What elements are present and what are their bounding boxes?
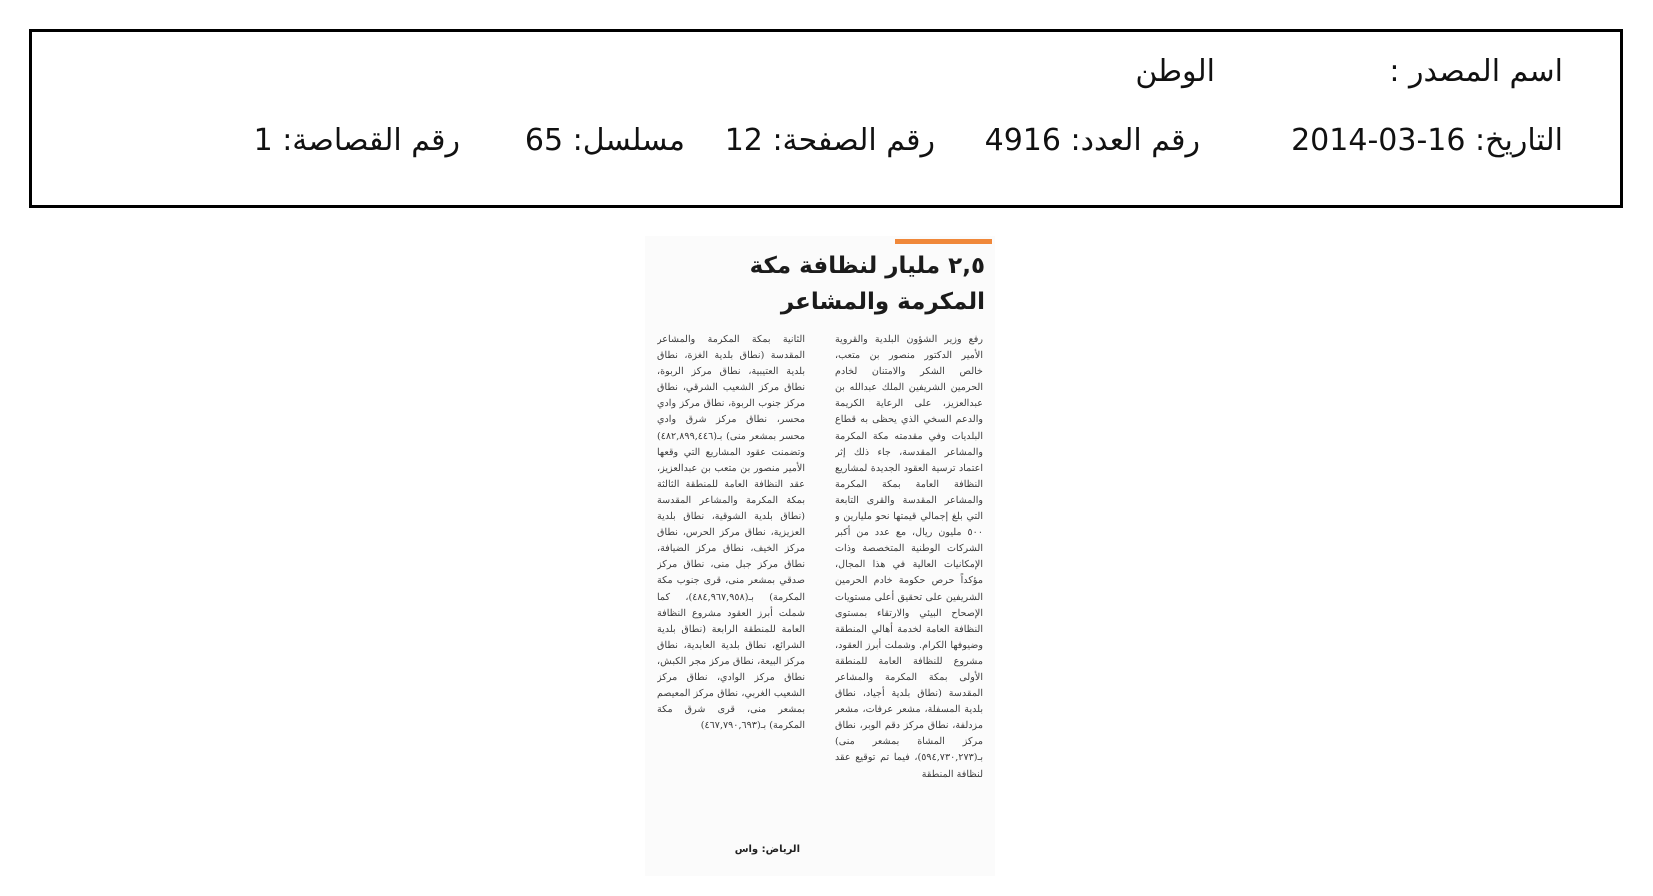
- article-column-left: الثانية بمكة المكرمة والمشاعر المقدسة (نطاق بلدية الغزة، نطاق بلدية العتيبية، نطاق مركز الربوة، نطاق مركز الشعيب الشرقي، نطاق مركز جنوب الربوة، نطاق مركز وادي محسر، نطاق مركز شرق وادي محسر بمشعر منى) بـ(٤٨٢,٨٩٩,٤٤٦) وتضمنت عقود المشاريع التي وقعها الأمير منصور بن متعب بن عبدالعزيز، عقد النظافة العامة للمنطقة الثالثة بمكة المكرمة والمشاعر المقدسة (نطاق بلدية الشوقية، نطاق بلدية العزيزية، نطاق مركز الحرس، نطاق مركز الخيف، نطاق مركز الضيافة، نطاق مركز جبل منى، نطاق مركز صدقي بمشعر منى، قرى جنوب مكة المكرمة) بـ(٤٨٤,٩٦٧,٩٥٨)، كما شملت أبرز العقود مشروع النظافة العامة للمنطقة الرابعة (نطاق بلدية الشرائع، نطاق بلدية العابدية، نطاق مركز البيعة، نطاق مركز مجر الكبش، نطاق مركز الوادي، نطاق مركز الشعيب الغربي، نطاق مركز المعيصم بمشعر منى، قرى شرق مكة المكرمة) بـ(٤٦٧,٧٩٠,٦٩٣): [657, 334, 805, 732]
- date-field: التاريخ: 16-03-2014: [1291, 123, 1563, 158]
- page-number-field: رقم الصفحة: 12: [724, 123, 935, 158]
- issue-number-field: رقم العدد: 4916: [984, 123, 1200, 158]
- newspaper-clipping: [645, 236, 995, 876]
- source-info-box: [29, 29, 1623, 208]
- headline-accent-bar: [895, 239, 992, 244]
- source-label: اسم المصدر :: [1389, 54, 1563, 89]
- serial-number-field: مسلسل: 65: [524, 123, 685, 158]
- article-byline: الرياض: واس: [734, 844, 800, 855]
- article-headline: ٢,٥ مليار لنظافة مكة المكرمة والمشاعر: [749, 253, 985, 315]
- source-value: الوطن: [1135, 54, 1215, 89]
- clipping-number-field: رقم القصاصة: 1: [253, 123, 460, 158]
- article-column-right: رفع وزير الشؤون البلدية والقروية الأمير الدكتور منصور بن متعب، خالص الشكر والامتنان لخادم الحرمين الشريفين الملك عبدالله بن عبدالعزيز، على الرعاية الكريمة والدعم السخي الذي يحظى به قطاع البلديات وفي مقدمته مكة المكرمة والمشاعر المقدسة، جاء ذلك إثر اعتماد ترسية العقود الجديدة لمشاريع النظافة العامة بمكة المكرمة والمشاعر المقدسة والقرى التابعة التي بلغ إجمالي قيمتها نحو مليارين و ٥٠٠ مليون ريال، مع عدد من أكبر الشركات الوطنية المتخصصة وذات الإمكانيات العالية في هذا المجال، مؤكداً حرص حكومة خادم الحرمين الشريفين على تحقيق أعلى مستويات الإصحاح البيئي والارتقاء بمستوى النظافة العامة لخدمة أهالي المنطقة وضيوفها الكرام. وشملت أبرز العقود، مشروع للنظافة العامة للمنطقة الأولى بمكة المكرمة والمشاعر المقدسة (نطاق بلدية أجياد، نطاق بلدية المسفلة، مشعر عرفات، مشعر مزدلفة، نطاق مركز دقم الوبر، نطاق مركز المشاة بمشعر منى) بـ(٥٩٤,٧٣٠,٢٧٣)، فيما تم توقيع عقد لنظافة المنطقة: [835, 334, 983, 780]
